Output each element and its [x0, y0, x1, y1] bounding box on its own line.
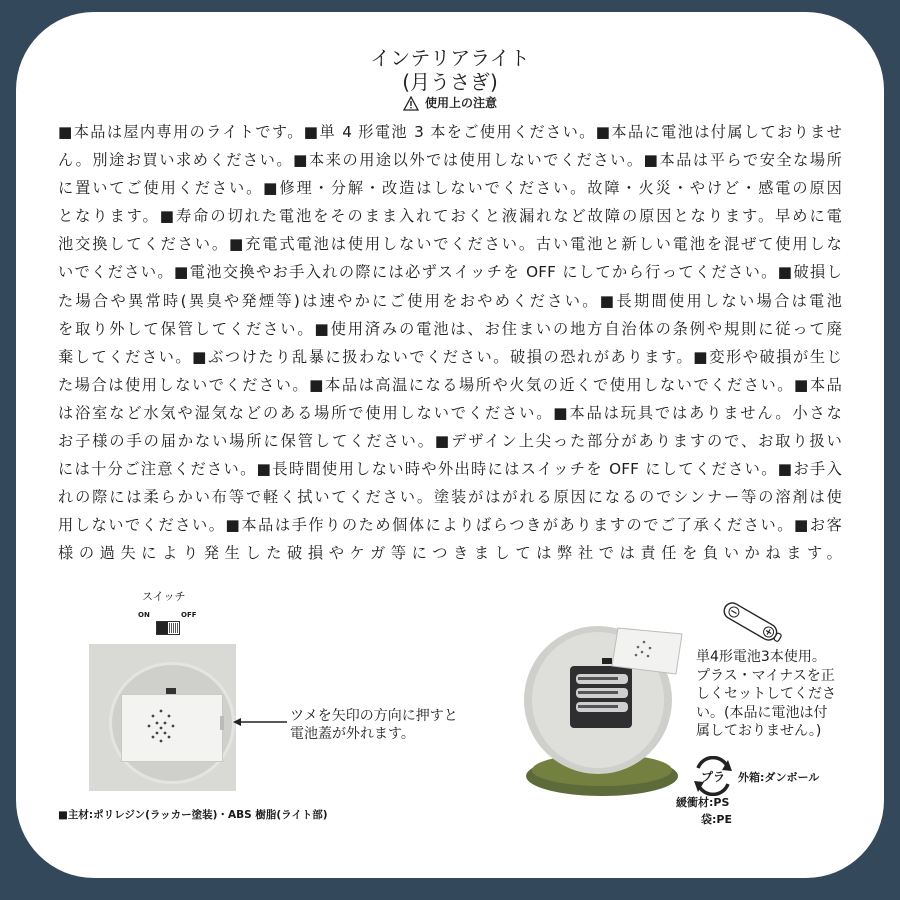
body-line: ん。別途お買い求めください。■本来の用途以外では使用しないでください。■本品は平らで安全な場所: [58, 151, 842, 170]
material-note: ■主材:ポリレジン(ラッカー塗装)・ABS 樹脂(ライト部): [58, 809, 328, 821]
battery-note: [696, 648, 856, 741]
body-line: た場合や異常時(異臭や発煙等)は速やかにご使用をおやめください。■長期間使用しない場合は電池: [58, 291, 842, 310]
battery-note-line: しくセットしてくださ: [696, 686, 836, 702]
body-line: を取り外して保管してください。■使用済みの電池は、お住まいの地方自治体の条例や規則に従って廃: [58, 319, 842, 338]
packaging-outer: 外箱:ダンボール: [738, 771, 820, 784]
body-line: 様の過失により発生した破損やケガ等につきましては弊社では責任を負いかねます。: [58, 544, 842, 563]
battery-icon: [713, 598, 793, 648]
body-line: 池交換してください。■充電式電池は使用しないでください。古い電池と新しい電池を混ぜて使用しな: [58, 235, 842, 254]
battery-cover-photo: [89, 644, 236, 791]
body-line: に置いてご使用ください。■修理・分解・改造はしないでください。故障・火災・やけど・感電の原因: [58, 179, 842, 198]
switch-off-label: OFF: [181, 611, 197, 619]
battery-note-line: い。(本品に電池は付: [696, 704, 828, 721]
recycle-pla-icon: [692, 756, 734, 796]
body-line: となります。■寿命の切れた電池をそのまま入れておくと液漏れなど故障の原因となります。早めに電: [58, 207, 842, 226]
body-line: いでください。■電池交換やお手入れの際には必ずスイッチを OFF にしてから行ってください。■破損し: [58, 263, 842, 282]
caution-heading: [16, 94, 884, 111]
warning-triangle-icon: [403, 96, 419, 111]
cover-latch: [220, 716, 224, 730]
cover-instruction-line: ツメを矢印の方向に押すと: [290, 708, 458, 724]
caution-label: 使用上の注意: [424, 96, 497, 110]
switch-ribs: [169, 623, 178, 633]
battery-note-line: 単4形電池3本使用。: [696, 649, 826, 665]
switch-on-label: ON: [138, 611, 150, 619]
packaging-cushion: 緩衝材:PS: [676, 796, 730, 809]
body-line: お子様の手の届かない場所に保管してください。■デザイン上尖った部分がありますので、お取り扱い: [58, 432, 842, 451]
cover-instruction: [290, 707, 458, 743]
caution-body: [58, 118, 842, 568]
body-line: れの際には柔らかい布等で軽く拭いてください。塗装がはがれる原因になるのでシンナー等の溶剤は使: [58, 488, 842, 507]
switch-diagram: [156, 621, 180, 635]
recycle-mark-text: プラ: [700, 770, 726, 784]
switch-label: スイッチ: [142, 590, 186, 603]
body-line: た場合は使用しないでください。■本品は高温になる場所や火気の近くで使用しないでください。■本品: [58, 375, 842, 394]
body-line: 棄してください。■ぶつけたり乱暴に扱わないでください。破損の恐れがあります。■変形や破損が生じ: [58, 347, 842, 366]
battery-note-line: 属しておりません。): [696, 723, 822, 739]
body-line: 用しないでください。■本品は手作りのため個体によりばらつきがありますのでご了承ください。■お客: [58, 516, 842, 535]
body-line: は浴室など水気や湿気などのある場所で使用しないでください。■本品は玩具ではありません。小さな: [58, 403, 842, 422]
vent-holes-icon: [141, 706, 181, 746]
packaging-bag: 袋:PE: [701, 813, 732, 826]
body-line: には十分ご注意ください。■長時間使用しない時や外出時にはスイッチを OFF にしてください。■お手入: [58, 460, 842, 479]
product-photo: [512, 618, 692, 800]
switch-knob: [157, 622, 168, 634]
arrow-left-icon: [233, 717, 287, 727]
battery-note-line: プラス・マイナスを正: [696, 667, 835, 684]
product-subtitle: (月うさぎ): [402, 70, 498, 94]
cover-tab: [166, 688, 176, 694]
cover-instruction-line: 電池蓋が外れます。: [290, 726, 415, 742]
body-line: ■本品は屋内専用のライトです。■単 4 形電池 3 本をご使用ください。■本品に電池は付属しておりませ: [58, 123, 842, 141]
instruction-card: [16, 12, 884, 878]
product-title: インテリアライト: [370, 46, 530, 70]
